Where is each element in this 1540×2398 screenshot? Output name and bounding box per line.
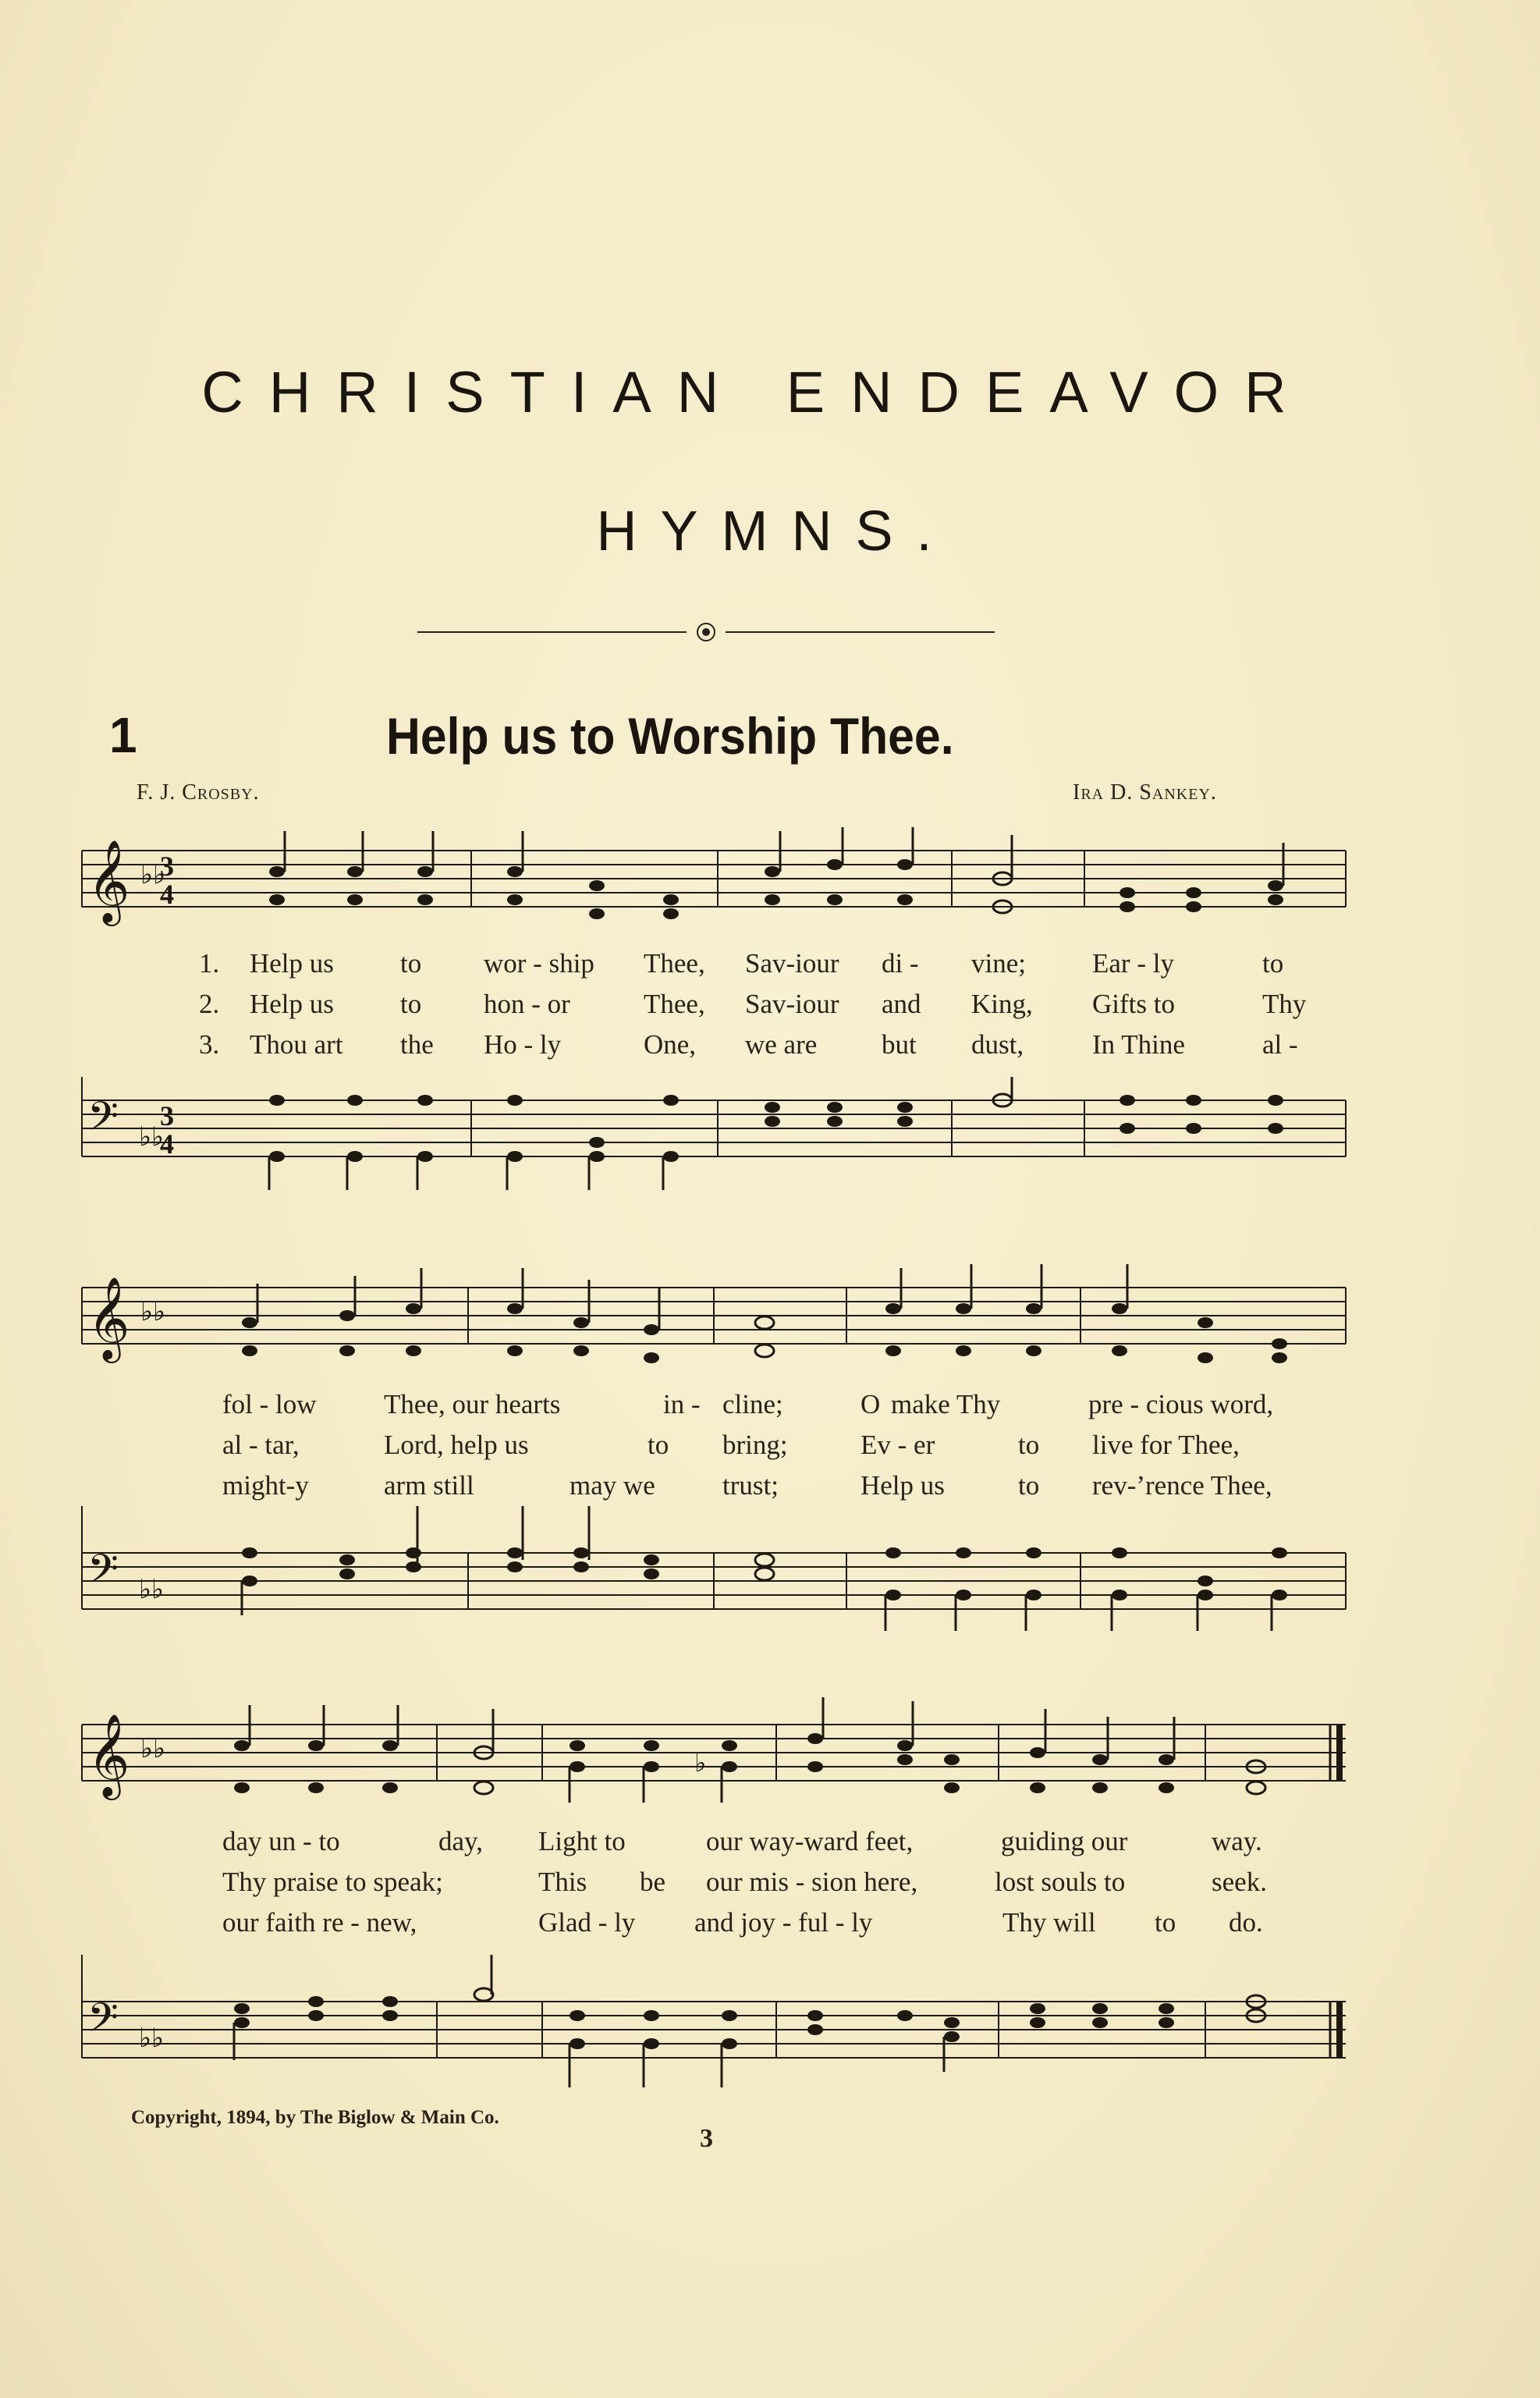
lyric: Sav-iour	[745, 948, 839, 979]
verse-3-line-1	[78, 1029, 1350, 1068]
lyric: Thy praise to speak;	[222, 1867, 443, 1897]
lyric: hon - or	[484, 989, 570, 1019]
lyric: live for Thee,	[1092, 1430, 1240, 1460]
lyric: Sav-iour	[745, 989, 839, 1019]
svg-text:𝄢: 𝄢	[87, 1994, 119, 2051]
lyric: and joy - ful - ly	[694, 1907, 873, 1938]
music-system-2	[78, 1241, 1350, 1654]
hymn-composer: Ira D. Sankey.	[1073, 780, 1217, 805]
lyric: dust,	[971, 1029, 1024, 1060]
verse-2-line-3	[78, 1867, 1350, 1906]
lyric: guiding our	[1001, 1826, 1128, 1856]
hymn-author: F. J. Crosby.	[137, 780, 260, 805]
lyric: Thee,	[644, 948, 705, 979]
book-subtitle: HYMNS.	[596, 500, 956, 563]
verse-3-line-3	[78, 1907, 1350, 1946]
svg-text:𝄞: 𝄞	[87, 839, 130, 922]
lyric: do.	[1229, 1907, 1263, 1938]
lyric: Thou art	[250, 1029, 343, 1060]
lyric: trust;	[722, 1470, 779, 1501]
lyric: to	[400, 948, 422, 979]
svg-text:♭: ♭	[694, 1749, 707, 1777]
book-title: CHRISTIAN ENDEAVOR	[201, 360, 1312, 425]
svg-text:♭♭: ♭♭	[140, 861, 166, 890]
lyric: seek.	[1212, 1867, 1267, 1897]
lyric: in -	[663, 1389, 701, 1419]
verse-1-line-2	[78, 1389, 1350, 1428]
lyric: Light to	[538, 1826, 626, 1856]
lyric: cline;	[722, 1389, 783, 1419]
svg-text:♭♭: ♭♭	[139, 2024, 165, 2053]
lyric: and	[882, 989, 921, 1019]
lyric: Gifts to	[1092, 989, 1175, 1019]
bass-staff-1	[78, 1077, 1350, 1194]
treble-staff-2	[78, 1256, 1350, 1373]
lyric: bring;	[722, 1430, 788, 1460]
lyric: may we	[570, 1470, 655, 1501]
page-number: 3	[700, 2124, 713, 2153]
lyric: rev-’rence Thee,	[1092, 1470, 1272, 1501]
lyric: Glad - ly	[538, 1907, 636, 1938]
lyric: day un - to	[222, 1826, 340, 1856]
treble-staff-3	[78, 1693, 1350, 1810]
lyric: Ho - ly	[484, 1029, 562, 1060]
svg-text:3: 3	[160, 1100, 174, 1132]
svg-text:4: 4	[160, 1128, 174, 1160]
bass-staff-2	[78, 1506, 1350, 1639]
lyric: Ear - ly	[1092, 948, 1174, 979]
lyric: O	[860, 1389, 881, 1419]
lyric: but	[882, 1029, 917, 1060]
bass-staff-3	[78, 1955, 1350, 2095]
lyric: al - tar,	[222, 1430, 300, 1460]
lyric: fol - low	[222, 1389, 317, 1419]
svg-text:3: 3	[160, 851, 174, 882]
lyric: 1.	[199, 948, 220, 979]
verse-2-line-2	[78, 1430, 1350, 1469]
svg-text:𝄞: 𝄞	[87, 1276, 130, 1359]
lyric: vine;	[971, 948, 1026, 979]
lyric: Help us	[860, 1470, 945, 1501]
music-system-3	[78, 1678, 1350, 2099]
verse-1-line-1	[78, 948, 1350, 987]
verse-3-line-2	[78, 1470, 1350, 1509]
lyric: day,	[438, 1826, 484, 1856]
copyright-notice: Copyright, 1894, by The Biglow & Main Co.	[131, 2107, 499, 2128]
lyric: lost souls to	[995, 1867, 1126, 1897]
lyric: to	[1155, 1907, 1176, 1938]
lyric: Help us	[250, 948, 334, 979]
treble-staff-1	[78, 827, 1350, 936]
lyric: our faith re - new,	[222, 1907, 417, 1938]
lyric: Help us	[250, 989, 334, 1019]
lyric: 3.	[199, 1029, 220, 1060]
lyric: to	[1262, 948, 1284, 979]
lyric: Ev - er	[860, 1430, 935, 1460]
lyric: pre - cious word,	[1088, 1389, 1274, 1419]
lyric: to	[400, 989, 422, 1019]
svg-text:𝄞: 𝄞	[87, 1713, 130, 1796]
lyric: our way-ward feet,	[706, 1826, 914, 1856]
verse-1-line-3	[78, 1826, 1350, 1865]
lyric: One,	[644, 1029, 697, 1060]
svg-text:♭♭: ♭♭	[139, 1576, 165, 1604]
svg-text:𝄢: 𝄢	[87, 1545, 119, 1602]
lyric: This	[538, 1867, 587, 1897]
lyric: wor - ship	[484, 948, 594, 979]
lyric: Lord, help us	[384, 1430, 529, 1460]
music-system-1	[78, 812, 1350, 1202]
svg-text:♭♭: ♭♭	[139, 1123, 165, 1152]
svg-text:4: 4	[160, 879, 174, 910]
lyric: to	[648, 1430, 669, 1460]
lyric: make Thy	[891, 1389, 1001, 1419]
lyric: we are	[745, 1029, 818, 1060]
lyric: King,	[971, 989, 1033, 1019]
lyric: way.	[1212, 1826, 1262, 1856]
title-ornament	[417, 616, 995, 648]
lyric: 2.	[199, 989, 220, 1019]
hymn-number: 1	[109, 707, 137, 763]
lyric: Thy	[1262, 989, 1307, 1019]
lyric: might-y	[222, 1470, 309, 1501]
svg-text:♭♭: ♭♭	[140, 1735, 166, 1764]
lyric: to	[1018, 1470, 1040, 1501]
lyric: to	[1018, 1430, 1040, 1460]
hymn-title: Help us to Worship Thee.	[386, 707, 954, 765]
lyric: be	[640, 1867, 666, 1897]
lyric: arm still	[384, 1470, 474, 1501]
lyric: the	[400, 1029, 434, 1060]
svg-text:𝄢: 𝄢	[87, 1092, 119, 1149]
lyric: our mis - sion here,	[706, 1867, 918, 1897]
lyric: Thy will	[1002, 1907, 1096, 1938]
lyric: In Thine	[1092, 1029, 1185, 1060]
lyric: Thee,	[644, 989, 705, 1019]
svg-text:♭♭: ♭♭	[140, 1298, 166, 1327]
lyric: al -	[1262, 1029, 1298, 1060]
verse-2-line-1	[78, 989, 1350, 1028]
lyric: Thee, our hearts	[384, 1389, 561, 1419]
lyric: di -	[882, 948, 919, 979]
